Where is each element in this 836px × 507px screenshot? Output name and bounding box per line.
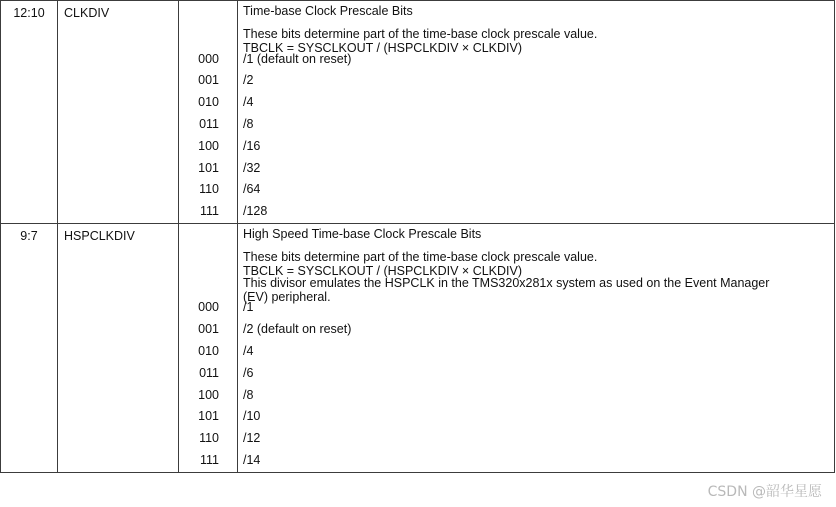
value-code: 101: [198, 409, 219, 424]
value-column-cell: [179, 1, 238, 224]
value-code: 011: [199, 116, 219, 131]
value-description: /1 (default on reset): [243, 51, 352, 66]
value-description: /2: [243, 73, 254, 88]
paragraph-line: These bits determine part of the time-base clock prescale value.: [243, 26, 598, 41]
value-spacer-line: [179, 276, 219, 290]
field-name-cell: HSPCLKDIV: [58, 223, 179, 472]
value-code: 110: [199, 431, 219, 446]
paragraph-line: (EV) peripheral.: [243, 289, 331, 304]
value-spacer: [179, 23, 237, 49]
paragraph-line: TBCLK = SYSCLKOUT / (HSPCLKDIV × CLKDIV): [243, 263, 523, 278]
field-title: Time-base Clock Prescale Bits: [243, 4, 413, 18]
value-code: 111: [199, 204, 219, 219]
paragraph-line: These bits determine part of the time-base clock prescale value.: [243, 249, 598, 264]
register-row: [1, 223, 835, 472]
description-cell: [238, 1, 835, 224]
value-code: 010: [198, 95, 219, 110]
value-description: /4: [243, 343, 254, 358]
value-description: /64: [243, 182, 261, 197]
value-code: 010: [198, 343, 219, 358]
value-spacer: [179, 246, 237, 272]
description-list: [238, 1, 834, 223]
field-title: High Speed Time-base Clock Prescale Bits: [243, 226, 482, 241]
value-code: 011: [199, 365, 219, 380]
register-table-body: [1, 1, 835, 473]
value-code: 110: [199, 182, 219, 197]
value-description: /14: [243, 452, 261, 467]
value-code: 101: [198, 160, 219, 175]
value-code: 100: [198, 138, 219, 153]
description-cell: [238, 223, 835, 472]
value-spacer-line: [179, 250, 219, 264]
bit-range-cell: 12:10: [1, 1, 58, 224]
value-description: /8: [243, 116, 254, 131]
value-description: /2 (default on reset): [243, 322, 352, 337]
value-spacer: [179, 272, 237, 298]
value-description: /32: [243, 160, 261, 175]
value-description: /8: [243, 387, 254, 402]
bit-range-cell: 9:7: [1, 223, 58, 472]
value-code: 000: [198, 300, 219, 315]
value-list: [179, 1, 237, 223]
value-description: /12: [243, 431, 261, 446]
value-description: /16: [243, 138, 261, 153]
paragraph-line: This divisor emulates the HSPCLK in the TMS320x281x system as used on the Event Manager: [243, 275, 770, 290]
csdn-watermark: CSDN @韶华星愿: [707, 484, 822, 500]
value-spacer-line: [179, 27, 219, 41]
value-description: /6: [243, 365, 254, 380]
field-paragraph: [238, 246, 834, 278]
value-spacer: [179, 224, 237, 246]
register-row: [1, 1, 835, 224]
field-name-cell: CLKDIV: [58, 1, 179, 224]
value-description: /128: [243, 204, 268, 219]
value-description: /1: [243, 300, 254, 315]
value-code: 100: [198, 387, 219, 402]
paragraph-line: TBCLK = SYSCLKOUT / (HSPCLKDIV × CLKDIV): [243, 40, 523, 55]
value-code: 000: [198, 51, 219, 66]
value-column-cell: [179, 223, 238, 472]
field-paragraph: [238, 23, 834, 55]
value-code: 001: [198, 73, 219, 88]
value-code: 001: [198, 322, 219, 337]
value-description: /10: [243, 409, 261, 424]
value-spacer: [179, 1, 237, 23]
field-paragraph: [238, 272, 834, 304]
description-list: [238, 224, 834, 472]
value-code: 111: [199, 452, 219, 467]
value-list: [179, 224, 237, 472]
value-description: /4: [243, 95, 254, 110]
